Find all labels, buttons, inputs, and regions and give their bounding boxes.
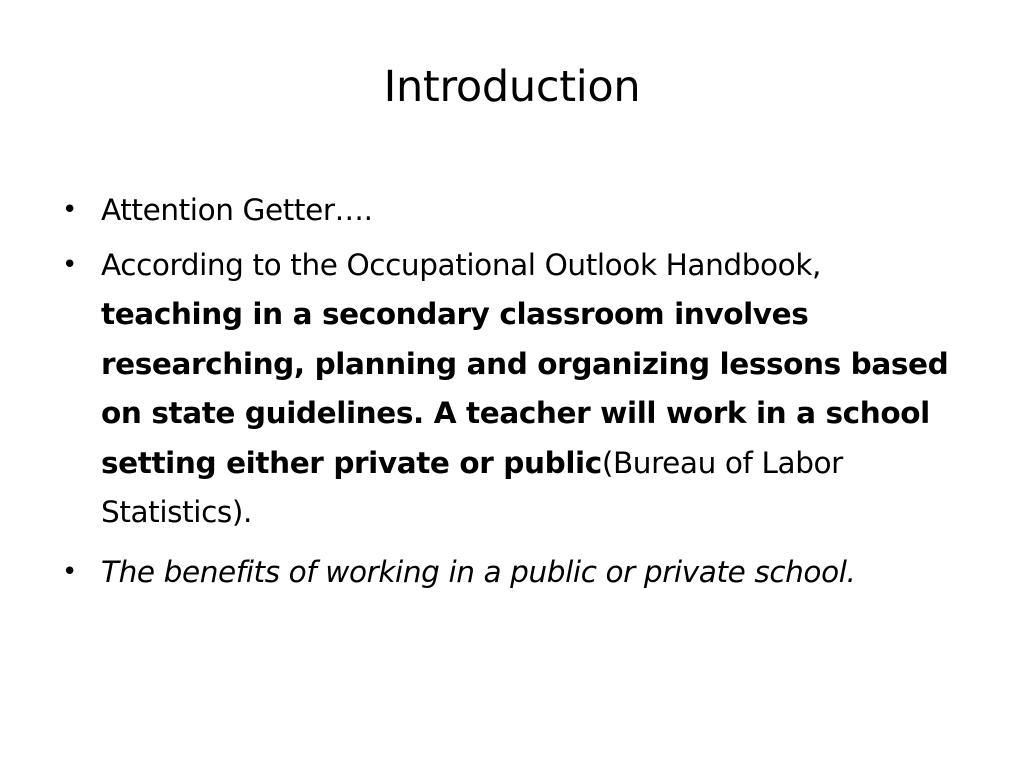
bullet-intro-text: According to the Occupational Outlook Handbook, xyxy=(101,247,821,282)
bullet-list xyxy=(62,186,962,607)
bullet-italic-text: The benefits of working in a public or private school. xyxy=(101,554,856,589)
bullet-text: Attention Getter…. xyxy=(101,193,373,227)
bullet-item-attention-getter xyxy=(62,186,962,236)
bullet-citation-text: (Bureau of Labor Statistics). xyxy=(101,445,843,529)
bullet-icon: • xyxy=(62,556,77,587)
bullet-item-handbook xyxy=(62,241,962,538)
slide-title: Introduction xyxy=(383,62,641,112)
bullet-icon: • xyxy=(62,249,77,280)
bullet-bold-text: teaching in a secondary classroom involves researching, planning and organizing lessons based on state guidelines. A teacher will work in a school setting either private or public xyxy=(101,297,949,480)
bullet-icon: • xyxy=(62,195,77,225)
bullet-item-benefits xyxy=(62,548,962,598)
